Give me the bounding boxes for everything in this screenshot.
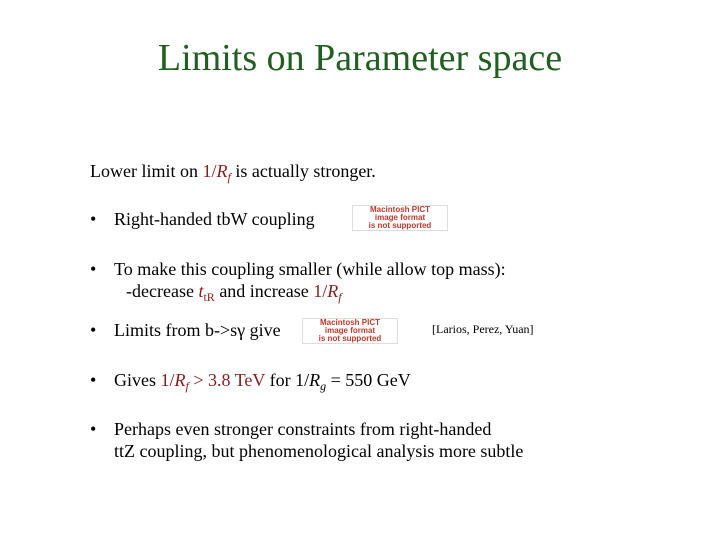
bullet-4-sub2: g bbox=[320, 379, 327, 393]
bullet-4-r2: R bbox=[309, 370, 321, 390]
citation: [Larios, Perez, Yuan] bbox=[432, 322, 534, 336]
bullet-4-r: R bbox=[174, 370, 186, 390]
bullet-2-one-over: 1/ bbox=[313, 281, 328, 301]
bullet-2-t: t bbox=[198, 281, 204, 301]
bullet-4-suffix: = 550 Ge​V bbox=[326, 370, 411, 390]
pict-line-1: Macintosh PICT bbox=[319, 318, 380, 327]
bullet-2-line-1: To make this coupling smaller (while allow top mass): bbox=[114, 259, 506, 279]
pict-line-2: image format bbox=[324, 326, 376, 335]
bullet-dot: • bbox=[90, 419, 97, 439]
bullet-4-prefix: Gives bbox=[114, 370, 161, 390]
bullet-5-line-2: tt​Z coupling, but phenomenological analysis more subtle bbox=[114, 441, 524, 461]
bullet-2-t-sub: t​R bbox=[203, 290, 215, 304]
pict-placeholder-image-2 bbox=[302, 318, 398, 344]
bullet-4-sub: f bbox=[185, 379, 189, 393]
bullet-dot: • bbox=[90, 259, 97, 279]
bullet-dot: • bbox=[90, 370, 97, 390]
bullet-2-r: R bbox=[327, 281, 339, 301]
bullet-1-text: Right-handed tb​W coupling bbox=[114, 209, 315, 229]
bullet-2-sub: f bbox=[338, 290, 342, 304]
bullet-5-line-1: Perhaps even stronger constraints from right-handed bbox=[114, 419, 492, 439]
pict-line-2: image format bbox=[374, 213, 426, 222]
bullet-2-line-2 bbox=[126, 280, 342, 302]
pict-placeholder-image-1 bbox=[352, 205, 448, 231]
bullet-4 bbox=[90, 369, 411, 391]
intro-sub: f bbox=[227, 170, 231, 184]
bullet-3 bbox=[90, 319, 281, 341]
pict-line-3: is not supported bbox=[368, 221, 432, 230]
bullet-5 bbox=[90, 418, 491, 440]
bullet-4-mid: for 1/ bbox=[265, 370, 310, 390]
bullet-dot: • bbox=[90, 320, 97, 340]
bullet-1 bbox=[90, 208, 315, 230]
pict-line-3: is not supported bbox=[318, 334, 382, 343]
bullet-2-prefix: -decrease bbox=[126, 281, 199, 301]
intro-r: R bbox=[216, 161, 228, 181]
pict-line-1: Macintosh PICT bbox=[369, 205, 430, 214]
bullet-4-value: > 3.8 Te​V bbox=[188, 370, 266, 390]
bullet-2 bbox=[90, 258, 506, 280]
bullet-4-one-over: 1/ bbox=[160, 370, 175, 390]
intro-one-over: 1/ bbox=[202, 161, 217, 181]
slide-title: Limits on Parameter space bbox=[157, 37, 563, 79]
intro-prefix: Lower limit on bbox=[90, 161, 203, 181]
bullet-2-mid: and increase bbox=[214, 281, 314, 301]
bullet-3-text: Limits from b->sγ give bbox=[114, 320, 281, 340]
intro-suffix: is actually stronger. bbox=[230, 161, 376, 181]
bullet-dot: • bbox=[90, 209, 97, 229]
intro-line bbox=[90, 160, 376, 182]
